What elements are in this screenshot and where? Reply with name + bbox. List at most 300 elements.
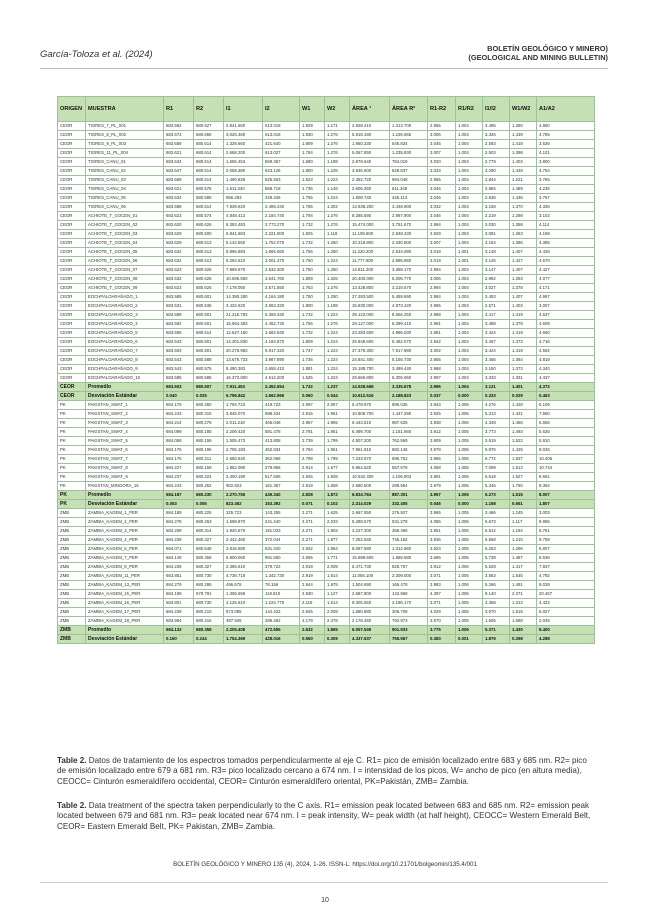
value-cell: 4.164.180: [263, 293, 300, 302]
value-cell: 15.474.000: [350, 221, 390, 230]
summary-value-cell: 0.102: [325, 500, 350, 509]
value-cell: 1.419: [510, 347, 537, 356]
value-cell: 531.278: [390, 518, 428, 527]
sample-cell: EOCHPALOARAÑADO_9: [86, 365, 164, 374]
summary-value-cell: 472.655: [263, 626, 300, 635]
value-cell: 13.676.733: [224, 356, 263, 365]
value-cell: 1.794: [300, 212, 325, 221]
table-row: [58, 419, 595, 428]
summary-value-cell: 153.392: [263, 500, 300, 509]
value-cell: 1.384: [510, 356, 537, 365]
value-cell: 10.596.550: [224, 275, 263, 284]
column-header: A1/A2: [537, 97, 595, 122]
origin-cell: ZMB: [58, 608, 86, 617]
value-cell: 4.397: [428, 590, 456, 599]
sample-cell: ACHIOTE_T_GOCEN_06: [86, 257, 164, 266]
value-cell: 379.722: [263, 563, 300, 572]
value-cell: 1.004: [456, 140, 483, 149]
value-cell: 1.358: [510, 221, 537, 230]
value-cell: 4.860: [537, 122, 595, 131]
value-cell: 3.006: [428, 131, 456, 140]
value-cell: 683.543: [164, 338, 194, 347]
value-cell: 241.440: [263, 518, 300, 527]
summary-value-cell: 2.632: [300, 626, 325, 635]
value-cell: 289.462: [263, 617, 300, 626]
value-cell: 1.194: [510, 527, 537, 536]
value-cell: 1.006: [456, 527, 483, 536]
table-row: [58, 374, 595, 383]
origin-cell: CEOR: [58, 329, 86, 338]
column-header: W2: [325, 97, 350, 122]
summary-value-cell: 0.651: [510, 500, 537, 509]
value-cell: 37.379.300: [350, 347, 390, 356]
value-cell: 4.570: [537, 257, 595, 266]
value-cell: 1.625: [300, 374, 325, 383]
value-cell: 1.736: [300, 185, 325, 194]
value-cell: 3.368.170: [390, 266, 428, 275]
origin-cell: CEOR: [58, 383, 86, 392]
value-cell: 14.301.830: [224, 338, 263, 347]
value-cell: 5.006.770: [390, 275, 428, 284]
value-cell: 1.006: [456, 608, 483, 617]
value-cell: 1.004: [456, 365, 483, 374]
table-row: [58, 428, 595, 437]
value-cell: 6.556: [537, 419, 595, 428]
origin-cell: CEOR: [58, 203, 86, 212]
value-cell: 191.033: [263, 527, 300, 536]
value-cell: 1.378: [510, 284, 537, 293]
value-cell: 4.608: [537, 320, 595, 329]
value-cell: 1.224.770: [263, 599, 300, 608]
value-cell: 683.801: [164, 599, 194, 608]
value-cell: 680.588: [194, 374, 224, 383]
value-cell: 1.403: [510, 158, 537, 167]
summary-value-cell: 332.405: [390, 500, 428, 509]
value-cell: 372.044: [263, 536, 300, 545]
journal-title-en: (GEOLOGICAL AND MINING BULLETIN): [468, 53, 608, 62]
value-cell: 5.918.190: [350, 131, 390, 140]
summary-value-cell: 0.053: [164, 500, 194, 509]
origin-cell: ZMB: [58, 572, 86, 581]
value-cell: 8.490.383: [224, 365, 263, 374]
sample-cell: ZAMBIA_KAGEM_1_PER: [86, 509, 164, 518]
summary-value-cell: 1.006: [456, 491, 483, 500]
value-cell: 29.127.000: [350, 320, 390, 329]
value-cell: 680.211: [194, 455, 224, 464]
value-cell: 1.276: [325, 149, 350, 158]
value-cell: 2.206.420: [224, 428, 263, 437]
sample-cell: EOCHPALOARAÑADO_3: [86, 311, 164, 320]
summary-row: [58, 500, 595, 509]
value-cell: 1.224: [325, 176, 350, 185]
summary-value-cell: 1.168: [483, 500, 510, 509]
table-row: [58, 275, 595, 284]
value-cell: 2.955: [428, 122, 456, 131]
value-cell: 4.348: [483, 419, 510, 428]
sample-cell: TIGRES_CANU_06: [86, 203, 164, 212]
value-cell: 1.250: [325, 266, 350, 275]
table-row: [58, 203, 595, 212]
table-row: [58, 158, 595, 167]
value-cell: 3.456: [483, 356, 510, 365]
summary-value-cell: 0.309: [325, 635, 350, 644]
value-cell: 1.961: [325, 446, 350, 455]
value-cell: 1.680: [300, 158, 325, 167]
value-cell: 3.457: [483, 338, 510, 347]
summary-value-cell: 14.528.668: [350, 383, 390, 392]
value-cell: 2.309.000: [390, 572, 428, 581]
column-header: R1: [164, 97, 194, 122]
summary-value-cell: 8.007: [537, 491, 595, 500]
value-cell: 1.276: [325, 284, 350, 293]
summary-value-cell: 2.270.755: [224, 491, 263, 500]
value-cell: 829.537: [390, 167, 428, 176]
value-cell: 4.736.718: [224, 572, 263, 581]
summary-value-cell: 0.040: [164, 392, 194, 401]
value-cell: 10.532.400: [350, 473, 390, 482]
value-cell: 3.145: [483, 257, 510, 266]
value-cell: 8.087.580: [350, 545, 390, 554]
value-cell: 5.896.893: [224, 248, 263, 257]
value-cell: 3.767: [537, 194, 595, 203]
value-cell: 2.650.640: [224, 455, 263, 464]
value-cell: 2.844: [483, 176, 510, 185]
value-cell: 1.006: [456, 482, 483, 491]
value-cell: 1.226: [325, 167, 350, 176]
value-cell: 3.007: [428, 149, 456, 158]
value-cell: 1.614: [325, 599, 350, 608]
value-cell: 3.020: [428, 158, 456, 167]
value-cell: 4.198: [537, 230, 595, 239]
summary-value-cell: 8.400: [537, 626, 595, 635]
sample-cell: ZAMBIA_KAGEM_4_PER: [86, 536, 164, 545]
origin-cell: CEOR: [58, 158, 86, 167]
value-cell: 2.606.250: [350, 185, 390, 194]
summary-value-cell: 901.933: [390, 626, 428, 635]
value-cell: 10.406: [537, 455, 595, 464]
value-cell: 1.403: [510, 302, 537, 311]
summary-value-cell: 3.957: [428, 491, 456, 500]
value-cell: 1.210: [510, 536, 537, 545]
value-cell: 2.994: [428, 221, 456, 230]
value-cell: 1.198: [325, 302, 350, 311]
value-cell: 5.976: [483, 446, 510, 455]
column-header: ORIGEN: [58, 97, 86, 122]
value-cell: 683.668: [164, 176, 194, 185]
value-cell: 680.536: [194, 302, 224, 311]
value-cell: 3.845.070: [224, 410, 263, 419]
value-cell: 465.048: [263, 419, 300, 428]
value-cell: 5.253: [483, 545, 510, 554]
value-cell: 4.997: [537, 293, 595, 302]
origin-cell: CEOR: [58, 230, 86, 239]
table-row: [58, 221, 595, 230]
summary-value-cell: 0.000: [456, 500, 483, 509]
summary-value-cell: 2.314.029: [350, 500, 390, 509]
summary-value-cell: 1.004: [456, 383, 483, 392]
value-cell: 5.964.520: [350, 464, 390, 473]
value-cell: 1.447.290: [390, 410, 428, 419]
value-cell: 683.543: [164, 365, 194, 374]
sample-cell: ZAMBIA_KAGEM_13_PER: [86, 581, 164, 590]
value-cell: 680.224: [194, 473, 224, 482]
sample-cell: ZAMBIA_KAGEM_8_PER: [86, 563, 164, 572]
value-cell: 3.448.900: [390, 203, 428, 212]
value-cell: 2.067: [325, 401, 350, 410]
value-cell: 3.046: [428, 212, 456, 221]
value-cell: 680.626: [194, 275, 224, 284]
value-cell: 2.219: [483, 212, 510, 221]
value-cell: 1.235.830: [390, 149, 428, 158]
origin-cell: CEOR: [58, 338, 86, 347]
value-cell: 166.478: [390, 581, 428, 590]
summary-value-cell: 1.237: [325, 383, 350, 392]
value-cell: 684.278: [164, 518, 194, 527]
value-cell: 3.424: [483, 347, 510, 356]
value-cell: 4.125.610: [224, 599, 263, 608]
origin-cell: CEOR: [58, 140, 86, 149]
sample-cell: TIGRES_CANU_03: [86, 176, 164, 185]
value-cell: 1.306.659: [224, 590, 263, 599]
value-cell: 3.417: [483, 311, 510, 320]
value-cell: 3.027: [483, 284, 510, 293]
origin-cell: ZMB: [58, 527, 86, 536]
value-cell: 1.005: [456, 554, 483, 563]
value-cell: 2.271: [300, 527, 325, 536]
sample-cell: EOCHPALOARAÑADO_10: [86, 374, 164, 383]
value-cell: 1.756: [300, 320, 325, 329]
origin-cell: PK: [58, 473, 86, 482]
value-cell: 680.185: [194, 428, 224, 437]
table-row: [58, 122, 595, 131]
value-cell: 11.108.600: [350, 230, 390, 239]
value-cell: 1.736: [300, 356, 325, 365]
value-cell: 1.903: [325, 527, 350, 536]
value-cell: 1.505.473: [224, 437, 263, 446]
value-cell: 4.637: [537, 311, 595, 320]
value-cell: 1.006: [456, 401, 483, 410]
summary-value-cell: 1.754.369: [224, 635, 263, 644]
value-cell: 1.750: [300, 266, 325, 275]
value-cell: 680.601: [194, 311, 224, 320]
sample-cell: ACHIOTE_T_GOCEN_08: [86, 275, 164, 284]
origin-cell: ZMB: [58, 635, 86, 644]
value-cell: 1.006: [456, 473, 483, 482]
value-cell: 1.829: [300, 122, 325, 131]
value-cell: 3.168: [483, 203, 510, 212]
summary-value-cell: 680.358: [194, 626, 224, 635]
value-cell: 684.243: [164, 482, 194, 491]
value-cell: 2.981: [428, 320, 456, 329]
sample-cell: PAKISTAN_SWAT_3: [86, 419, 164, 428]
column-header: W1/W2: [510, 97, 537, 122]
value-cell: 683.623: [164, 212, 194, 221]
table-row: [58, 347, 595, 356]
value-cell: 2.997: [300, 401, 325, 410]
value-cell: 684.237: [164, 473, 194, 482]
value-cell: 1.965: [325, 419, 350, 428]
sample-cell: ZAMBIA_KAGEM_17_PER: [86, 608, 164, 617]
value-cell: 1.877: [325, 536, 350, 545]
summary-value-cell: 1.006: [456, 626, 483, 635]
origin-cell: ZMB: [58, 536, 86, 545]
summary-value-cell: 0.055: [194, 500, 224, 509]
origin-cell: CEOR: [58, 266, 86, 275]
value-cell: 10.744: [537, 464, 595, 473]
value-cell: 4.716: [537, 338, 595, 347]
summary-value-cell: 5.796.842: [224, 392, 263, 401]
value-cell: 487.505: [224, 617, 263, 626]
value-cell: 1.752.070: [263, 239, 300, 248]
value-cell: 680.730: [194, 599, 224, 608]
value-cell: 680.601: [194, 320, 224, 329]
value-cell: 229.346: [263, 194, 300, 203]
value-cell: 6.841.683: [224, 230, 263, 239]
value-cell: 1.491: [510, 581, 537, 590]
value-cell: 15.564.483: [224, 320, 263, 329]
value-cell: 1.513: [510, 464, 537, 473]
value-cell: 1.005: [456, 509, 483, 518]
value-cell: 2.008: [325, 608, 350, 617]
value-cell: 6.471.730: [350, 563, 390, 572]
value-cell: 1.490.828: [224, 176, 263, 185]
value-cell: 7.550: [537, 410, 595, 419]
sample-cell: EOCHPALOARAÑADO_6: [86, 338, 164, 347]
value-cell: 2.593: [483, 140, 510, 149]
value-cell: 680.575: [194, 185, 224, 194]
value-cell: 5.459.690: [390, 293, 428, 302]
value-cell: 24.841.400: [350, 356, 390, 365]
value-cell: 496.678: [224, 581, 263, 590]
summary-value-cell: 1.732: [300, 383, 325, 392]
value-cell: 1.677: [325, 464, 350, 473]
value-cell: 683.672: [164, 131, 194, 140]
value-cell: 20.400.000: [350, 275, 390, 284]
table-row: [58, 230, 595, 239]
value-cell: 20.467: [537, 590, 595, 599]
journal-title-es: BOLETÍN GEOLÓGICO Y MINERO): [487, 44, 608, 53]
value-cell: 119.910: [263, 590, 300, 599]
value-cell: 684.227: [164, 464, 194, 473]
value-cell: 2.884: [483, 185, 510, 194]
value-cell: 15.830.000: [350, 302, 390, 311]
value-cell: 613.018: [263, 122, 300, 131]
value-cell: 3.019: [428, 248, 456, 257]
value-cell: 1.545: [510, 572, 537, 581]
value-cell: 2.955: [428, 176, 456, 185]
table-row: [58, 329, 595, 338]
value-cell: 452.834: [263, 446, 300, 455]
value-cell: 4.068: [428, 464, 456, 473]
value-cell: 695.752: [390, 455, 428, 464]
value-cell: 5.346: [483, 482, 510, 491]
value-cell: 1.006: [456, 581, 483, 590]
value-cell: 1.004: [456, 302, 483, 311]
value-cell: 3.983: [428, 581, 456, 590]
value-cell: 2.994: [428, 266, 456, 275]
summary-label: Desviación Estándar: [86, 635, 164, 644]
summary-value-cell: 680.607: [194, 383, 224, 392]
table-row: [58, 446, 595, 455]
sample-cell: PAKISTAN_MINGORA_16: [86, 482, 164, 491]
value-cell: 3.951: [428, 527, 456, 536]
value-cell: 5.313: [483, 410, 510, 419]
value-cell: 1.276: [325, 212, 350, 221]
origin-cell: ZMB: [58, 518, 86, 527]
summary-value-cell: 0.060: [300, 392, 325, 401]
value-cell: 306.708: [390, 608, 428, 617]
value-cell: 3.466: [483, 509, 510, 518]
caption-label: Table 2.: [57, 756, 87, 765]
summary-value-cell: 2.996: [428, 383, 456, 392]
sample-cell: TIGRES_11_PL_004: [86, 149, 164, 158]
value-cell: 2.981: [428, 329, 456, 338]
value-cell: 679.791: [194, 590, 224, 599]
value-cell: 1.785: [300, 203, 325, 212]
table-row: [58, 590, 595, 599]
column-header: I1: [224, 97, 263, 122]
table-row: [58, 365, 595, 374]
summary-value-cell: 0.160: [164, 635, 194, 644]
value-cell: 680.588: [194, 356, 224, 365]
value-cell: 2.033: [325, 518, 350, 527]
value-cell: 1.198: [325, 158, 350, 167]
value-cell: 2.178.450: [350, 617, 390, 626]
value-cell: 1.004: [456, 230, 483, 239]
value-cell: 2.992: [483, 275, 510, 284]
value-cell: 1.236.665: [390, 131, 428, 140]
value-cell: 683.658: [164, 140, 194, 149]
value-cell: 683.629: [164, 239, 194, 248]
value-cell: 2.009: [325, 563, 350, 572]
value-cell: 1.837: [510, 455, 537, 464]
summary-value-cell: 1.872: [325, 491, 350, 500]
origin-cell: ZMB: [58, 617, 86, 626]
table-row: [58, 185, 595, 194]
value-cell: 5.478.970: [350, 401, 390, 410]
sample-cell: TIGRES_CANU_01: [86, 158, 164, 167]
value-cell: 1.881: [300, 365, 325, 374]
value-cell: 762.569: [390, 437, 428, 446]
value-cell: 4.101: [537, 149, 595, 158]
value-cell: 1.373: [510, 365, 537, 374]
table-row: [58, 140, 595, 149]
value-cell: 1.419: [510, 311, 537, 320]
footer-citation: BOLETÍN GEOLÓGICO Y MINERO 135 (4), 2024, 1-26. ISSN-L: https://doi.org/10.21701/bolgeomin/135.4/001: [173, 861, 477, 868]
value-cell: 2.365.610: [224, 563, 263, 572]
value-cell: 1.417: [510, 563, 537, 572]
value-cell: 1.006: [456, 536, 483, 545]
value-cell: 4.818: [537, 356, 595, 365]
value-cell: 1.658: [325, 482, 350, 491]
column-header: R2: [194, 97, 224, 122]
value-cell: 6.443.510: [350, 419, 390, 428]
value-cell: 1.419: [510, 329, 537, 338]
value-cell: 11.056.100: [350, 572, 390, 581]
value-cell: 680.260: [194, 401, 224, 410]
value-cell: 1.809: [300, 275, 325, 284]
value-cell: 1.224: [325, 338, 350, 347]
value-cell: 1.302: [325, 203, 350, 212]
value-cell: 3.946.600: [350, 167, 390, 176]
value-cell: 6.106: [537, 401, 595, 410]
origin-cell: PK: [58, 500, 86, 509]
value-cell: 1.448: [510, 167, 537, 176]
value-cell: 1.005: [456, 572, 483, 581]
value-cell: 5.800.060: [224, 554, 263, 563]
value-cell: 680.730: [194, 572, 224, 581]
summary-label: Promedio: [86, 491, 164, 500]
